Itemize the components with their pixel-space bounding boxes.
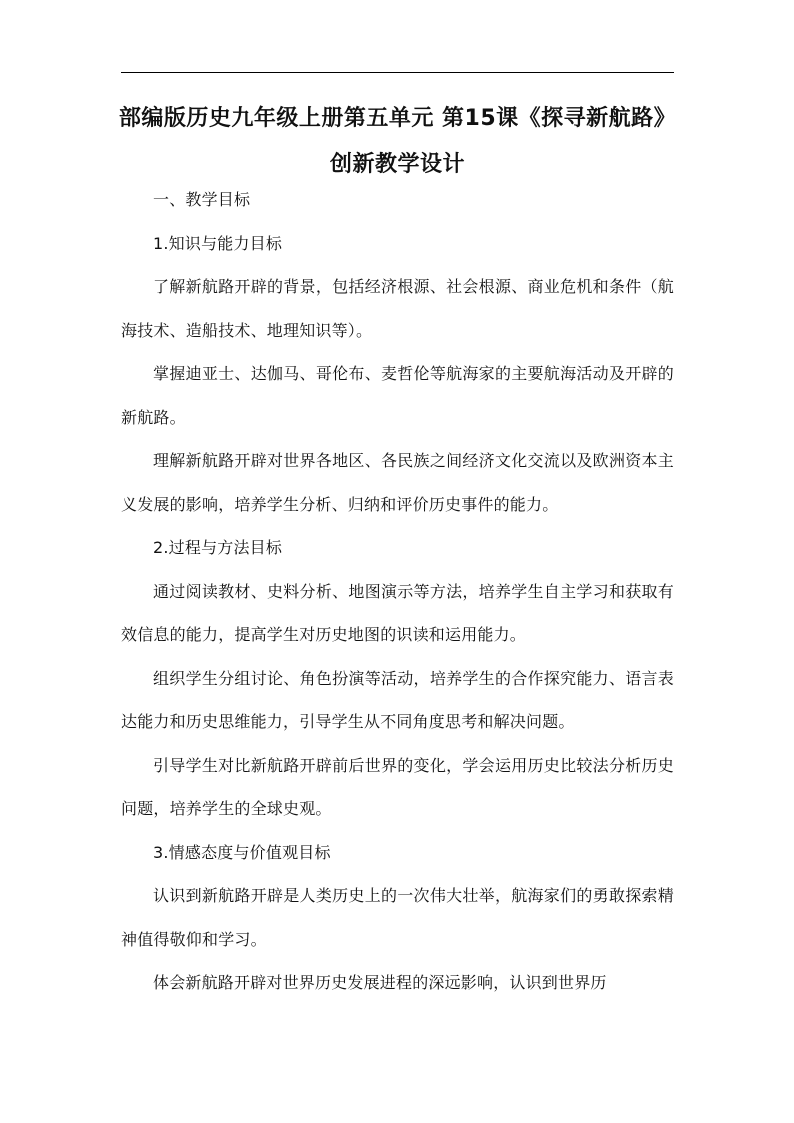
document-body [121,178,674,1005]
paragraph: 了解新航路开辟的背景，包括经济根源、社会根源、商业危机和条件（航海技术、造船技术、地理知识等）。 [121,277,674,340]
header-rule [121,72,674,73]
paragraph: 引导学生对比新航路开辟前后世界的变化，学会运用历史比较法分析历史问题，培养学生的全球史观。 [121,755,674,818]
paragraph: 认识到新航路开辟是人类历史上的一次伟大壮举，航海家们的勇敢探索精神值得敬仰和学习。 [121,886,674,949]
paragraph: 理解新航路开辟对世界各地区、各民族之间经济文化交流以及欧洲资本主义发展的影响，培养学生分析、归纳和评价历史事件的能力。 [121,451,674,514]
section-heading-teaching-goals: 一、教学目标 [153,190,251,209]
document-title: 部编版历史九年级上册第五单元 第15课《探寻新航路》创新教学设计 [118,106,677,177]
paragraph: 掌握迪亚士、达伽马、哥伦布、麦哲伦等航海家的主要航海活动及开辟的新航路。 [121,364,674,427]
paragraph: 组织学生分组讨论、角色扮演等活动，培养学生的合作探究能力、语言表达能力和历史思维能力，引导学生从不同角度思考和解决问题。 [121,668,674,731]
paragraph: 通过阅读教材、史料分析、地图演示等方法，培养学生自主学习和获取有效信息的能力，提高学生对历史地图的识读和运用能力。 [121,581,674,644]
subheading-process-method: 2.过程与方法目标 [153,538,283,557]
subheading-knowledge-ability: 1.知识与能力目标 [153,233,283,253]
subheading-emotion-values: 3.情感态度与价值观目标 [153,842,331,862]
paragraph: 体会新航路开辟对世界历史发展进程的深远影响，认识到世界历 [153,973,607,992]
